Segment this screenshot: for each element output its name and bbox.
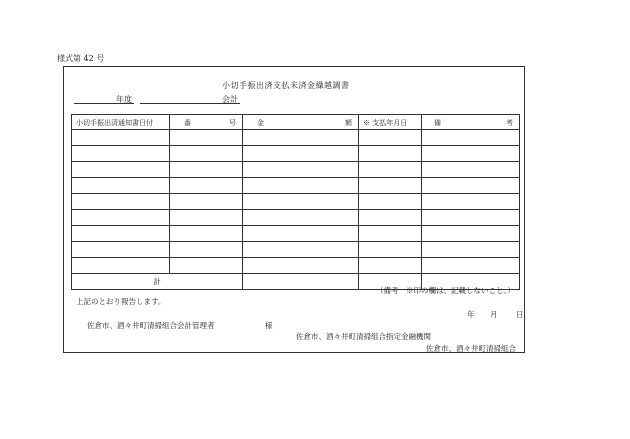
col-header-remarks: 備 考 [422, 115, 520, 130]
table-cell[interactable] [72, 226, 170, 242]
table-cell[interactable] [359, 210, 422, 226]
table-cell[interactable] [359, 162, 422, 178]
remarks-note: （備考 ※印の欄は、記載しないこと。） [376, 286, 515, 295]
table-cell[interactable] [359, 146, 422, 162]
table-row [72, 210, 520, 226]
form-number: 様式第 42 号 [57, 54, 105, 63]
table-cell[interactable] [422, 210, 520, 226]
table-cell[interactable] [170, 210, 243, 226]
date-year-label: 年 [467, 310, 475, 319]
table-cell[interactable] [243, 146, 359, 162]
table-cell[interactable] [422, 162, 520, 178]
table-cell[interactable] [243, 162, 359, 178]
table-cell[interactable] [422, 146, 520, 162]
table-cell[interactable] [359, 178, 422, 194]
table-cell[interactable] [422, 194, 520, 210]
col-header-payment-date: ※ 支払年月日 [359, 115, 422, 130]
table-cell[interactable] [243, 178, 359, 194]
sanitation-union: 佐倉市、酒々井町清掃組合 [426, 344, 516, 353]
title-text: 小切手振出済支払未済金繰越調書 [222, 81, 350, 90]
table-body [72, 130, 520, 290]
date-day-label: 日 [516, 310, 524, 319]
table-cell[interactable] [359, 258, 422, 274]
fiscal-year-label: 年度 [116, 95, 132, 104]
table-cell[interactable] [72, 162, 170, 178]
table-cell[interactable] [243, 258, 359, 274]
table-cell[interactable] [422, 242, 520, 258]
table-cell[interactable] [359, 242, 422, 258]
table-cell[interactable] [170, 194, 243, 210]
table-cell[interactable] [422, 258, 520, 274]
table-cell[interactable] [359, 226, 422, 242]
table-row [72, 226, 520, 242]
designated-bank: 佐倉市、酒々井町清掃組合指定金融機関 [296, 332, 431, 341]
total-amount-cell[interactable] [243, 274, 359, 290]
table-cell[interactable] [72, 178, 170, 194]
col-header-notice-date: 小切手振出済通知書日付 [72, 115, 170, 130]
table-cell[interactable] [170, 242, 243, 258]
table-cell[interactable] [243, 242, 359, 258]
honorific: 様 [265, 321, 273, 330]
table-cell[interactable] [243, 226, 359, 242]
table-row [72, 258, 520, 274]
table-row [72, 162, 520, 178]
table-row [72, 146, 520, 162]
table-row [72, 242, 520, 258]
date-month-label: 月 [490, 310, 498, 319]
table-row [72, 194, 520, 210]
table-cell[interactable] [243, 210, 359, 226]
total-label: 計 [72, 274, 243, 290]
table-cell[interactable] [170, 226, 243, 242]
account-label: 会計 [222, 95, 238, 104]
table-cell[interactable] [72, 130, 170, 146]
table-cell[interactable] [170, 258, 243, 274]
addressee: 佐倉市、酒々井町清掃組合会計管理者 [87, 321, 215, 330]
table-row [72, 130, 520, 146]
table-cell[interactable] [72, 194, 170, 210]
col-header-amount: 金 額 [243, 115, 359, 130]
col-header-number: 番 号 [170, 115, 243, 130]
table-cell[interactable] [359, 130, 422, 146]
table-cell[interactable] [422, 226, 520, 242]
table-cell[interactable] [72, 210, 170, 226]
report-statement: 上記のとおり報告します。 [76, 297, 166, 306]
carryover-table [71, 114, 520, 290]
table-cell[interactable] [243, 130, 359, 146]
table-cell[interactable] [170, 146, 243, 162]
table-cell[interactable] [243, 194, 359, 210]
table-cell[interactable] [170, 130, 243, 146]
table-cell[interactable] [72, 242, 170, 258]
table-cell[interactable] [72, 146, 170, 162]
table-cell[interactable] [170, 178, 243, 194]
table-header-row [72, 115, 520, 130]
table-cell[interactable] [359, 194, 422, 210]
table-cell[interactable] [170, 162, 243, 178]
table-cell[interactable] [422, 178, 520, 194]
table-cell[interactable] [422, 130, 520, 146]
table-cell[interactable] [72, 258, 170, 274]
table-row [72, 178, 520, 194]
